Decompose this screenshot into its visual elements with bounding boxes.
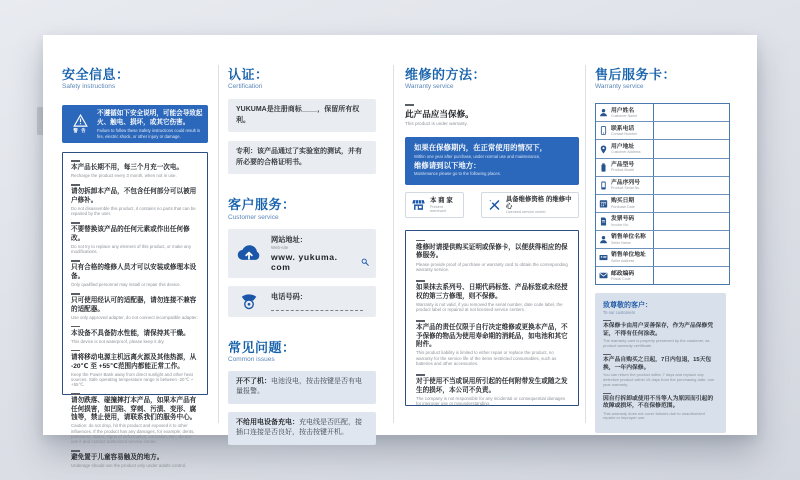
safety-item [71,293,199,320]
certification-item-text: YUKUMA是注册商标____，保留所有权利。 [236,106,360,124]
customers-note-title: 致尊敬的客户： [603,302,652,310]
invoice-icon [596,217,611,226]
common-issues-title: 常见问题： [228,339,296,355]
phone-icon [235,292,263,310]
issue-lead: 开不了机： [236,377,271,385]
card-value-cell [653,177,729,194]
column-divider [585,65,586,423]
website-url: www. yukuma. com [271,251,338,272]
safety-item-zh: 请勿跌落、碰撞摔打本产品，如果本产品有任何损害，如凹陷、穿刺、污渍、变形、腐蚀等，禁止使用，请联系我们的服务中心。 [71,397,197,422]
warning-banner [62,105,208,143]
note-item-zh: 因自行拆卸或使用不当等人为原因而引起的故障或损坏，不在保修范围。 [603,395,714,410]
term-en: Please provide proof of purchase or warranty card to obtain the corresponding warranty service. [416,261,568,272]
warning-text-en: Failure to follow these Safety instructions could result in fire, electric shock, or other injury or damage. [97,128,201,139]
item-dash [416,320,425,322]
certification-title: 认证： [228,67,269,82]
item-dash [416,280,425,282]
card-row-label-zh: 购买日期 [611,198,635,205]
notice-en-2: Maintenance please go to the following places. [414,171,501,177]
customers-note [595,293,726,433]
card-value-cell [653,267,729,284]
card-row [596,177,729,195]
issue-text: 充电线是否匹配，接插口连接是否良好，按击按键开机。 [236,418,362,437]
safety-item-zh: 请勿拆卸本产品，不包含任何部分可以被用户修补。 [71,188,197,204]
safety-item-en: Only qualified personnel may install or repair this device. [71,282,181,288]
safety-item-zh: 不要替换该产品的任何元素或作出任何修改。 [71,226,190,242]
safety-section [62,67,208,469]
safety-item-zh: 只有合格的维修人员才可以安装或修理本设备。 [71,264,197,280]
card-row [596,122,729,140]
user-icon [596,108,611,117]
card-row-label-zh: 发票号码 [611,216,635,223]
battery-icon [596,163,611,172]
card-value-cell [653,231,729,248]
manual-page [43,35,757,469]
repair-heading [405,68,579,90]
website-sublabel: Web-site [271,244,289,250]
storefront-icon [412,199,425,211]
safety-item-en: Use only approved adapter, do not connect incompatible adapter. [71,314,198,320]
safety-item-en: Do not disassemble this product, it contains no parts that can be repaired by the user. [71,206,196,217]
common-issues-heading [228,341,376,363]
item-dash [71,184,80,186]
card-row-label-en: Invoice No. [611,222,629,227]
term-zh: 对于使用不当或误用所引起的任何附带发生或随之发生的损坏，本公司不负责。 [416,378,568,394]
tools-icon [488,199,501,211]
warning-badge [67,114,93,134]
item-dash [71,350,80,352]
card-row-label-zh: 联系电话 [611,125,635,132]
location-icon [596,145,611,154]
safety-item [71,393,199,444]
certification-subtitle: Certification [228,83,263,91]
card-row-label-zh: 邮政编码 [611,270,635,277]
magnifier-icon [361,258,369,266]
warning-text [93,110,203,139]
under-warranty-zh: 此产品应当保修。 [405,109,474,120]
card-row-label-zh: 销售单位地址 [611,252,646,259]
notice-en-1: Within one year after purchase, under normal use and maintenance, [414,153,541,159]
warning-text-zh: 不遵循如下安全说明，可能会导致起火、触电、损坏，或其它伤害。 [97,109,203,126]
card-row [596,249,729,267]
safety-item-en: This device is not waterproof, please keep it dry. [71,338,165,344]
card-row-label-zh: 用户姓名 [611,107,635,114]
warranty-term [416,280,568,312]
warranty-card-table [595,103,730,285]
place-en: Licensed service center [505,210,546,215]
card-row-label-en: Seller Name [611,240,631,245]
customers-note-list [603,320,718,421]
repair-place [481,192,579,218]
website-label: 网站地址： [271,234,307,244]
notice-zh-1: 如果在保修期内，在正常使用的情况下， [414,143,548,153]
term-zh: 维修时请提供购买证明或保修卡，以便获得相应的保修服务。 [416,243,568,260]
safety-item [71,350,199,387]
repair-title: 维修的方法： [405,67,487,82]
website-info [271,235,369,272]
term-en: This product liability is limited to either repair or replace the product, no warranty for the service life of the items restricted consumables, such as batteries and other accessories. [416,350,557,367]
repair-places [405,192,579,218]
column-divider [393,65,394,423]
safety-item [71,326,199,344]
safety-heading [62,68,208,90]
address-card-icon [596,253,611,262]
place-zh: 具备维修资格 的维修中心 [505,195,572,210]
customer-service-subtitle: Customer service [228,213,279,221]
note-item-zh: 本保修卡由用户妥善保存，作为产品保修凭证，不得有任何涂改。 [603,323,714,338]
card-row-label-en: Postal Code [611,276,631,281]
card-value-cell [653,104,729,121]
smartphone-icon [596,126,611,135]
safety-title: 安全信息： [62,67,130,82]
customer-service-heading [228,198,376,220]
item-dash [71,393,80,395]
card-row-label-en: Seller Address [611,258,635,263]
item-dash [603,393,611,394]
item-dash [71,222,80,224]
safety-item [71,260,199,287]
item-dash [416,374,425,376]
safety-item-zh: 请将移动电源主机远离火源及其他热源，从 -20℃ 至 +55℃范围内都能正常工作。 [71,353,197,370]
phone-fill-line [271,310,363,311]
customers-note-item [603,393,718,422]
calendar-icon [596,199,611,208]
warranty-terms [405,230,579,406]
safety-item [71,450,199,468]
card-value-cell [653,195,729,212]
card-row [596,159,729,177]
card-value-cell [653,140,729,157]
safety-item-zh: 本设备不具备防水性能，请保持其干燥。 [71,329,190,337]
phone-box [228,286,376,317]
under-warranty-en: This product is under warranty. [405,121,468,127]
term-en: The company is not responsible for any incidental or consequential damages for improper use or misunderstanding. [416,395,566,407]
item-dash [603,320,611,321]
safety-item [71,160,199,178]
card-row-label-zh: 用户地址 [611,143,635,150]
card-row-label-zh: 产品型号 [611,161,635,168]
safety-item-en: Keep the Power Bank away from direct sunlight and other heat sources. Safe operating temperature range is between -20℃ ~ +55℃. [71,371,194,388]
safety-item-zh: 只可使用经认可的适配器，请勿连接不兼容的适配器。 [71,297,197,313]
repair-place [405,192,464,218]
card-value-cell [653,249,729,266]
customers-note-subtitle: To our customers [603,310,636,316]
safety-item-zh: 本产品长期不用，每三个月充一次电。 [71,164,184,172]
card-row [596,104,729,122]
item-dash [416,240,425,242]
card-row-label-en: Purchase Date [611,204,635,209]
card-row [596,213,729,231]
item-dash [71,326,80,328]
card-row-label-en: Product Serial No. [611,186,641,191]
certification-item [228,99,376,132]
card-row [596,195,729,213]
certification-heading [228,68,376,90]
item-dash [71,160,80,162]
card-row-label-en: Customer Address [611,150,641,155]
warning-triangle-icon [67,114,93,127]
item-dash [71,260,80,262]
website-box [228,229,376,278]
service-card-subtitle: Warranty service [595,83,644,91]
card-value-cell [653,122,729,139]
item-dash [405,104,414,106]
common-issues-subtitle: Common issues [228,355,275,363]
service-card-heading [595,68,733,90]
safety-item [71,222,199,254]
note-item-en: The warranty card is properly preserved by the customer, as product warranty certificate. [603,338,710,349]
certification-section [228,68,376,445]
mail-icon [596,271,611,280]
place-en: Present merchant [430,204,446,213]
cloud-upload-icon [235,244,263,262]
place-zh: 本 商 家 [430,197,453,205]
certification-item [228,141,376,174]
customer-service-title: 客户服务： [228,197,296,213]
item-dash [71,293,80,295]
customers-note-item [603,320,718,349]
device-icon [596,181,611,190]
repair-subtitle: Warranty service [405,83,454,91]
card-row [596,140,729,158]
under-warranty-note [405,104,579,126]
safety-list [62,152,208,469]
card-row-label-en: Customer Name [611,114,638,119]
warranty-term [416,240,568,272]
phone-label: 电话号码： [271,291,307,301]
warning-badge-label: 警 告 [73,128,87,134]
common-issues-list [228,371,376,445]
safety-item-en: Do not try to replace any element of this product, or make any modifications. [71,244,192,255]
issue-text: 电池没电，按击按键是否有电量报警。 [236,377,362,396]
item-dash [71,450,80,452]
card-row [596,267,729,284]
safety-item-zh: 避免置于儿童容易触及的地方。 [71,454,164,462]
service-card-title: 售后服务卡： [595,67,677,82]
warranty-notice [405,137,579,185]
card-row [596,231,729,249]
safety-subtitle: Safety instructions [62,83,116,91]
issue-lead: 不给用电设备充电： [236,418,299,426]
card-row-label-en: Product Model [611,168,635,173]
card-row-label-zh: 销售单位名称 [611,234,646,241]
card-value-cell [653,159,729,176]
term-en: Warranty is not valid, if you removed the serial number, date code label, the product label or repaired at not licensed service centers. [416,301,563,313]
notice-zh-2: 维修请到以下地方： [414,161,481,171]
certification-item-text: 专利：该产品通过了实验室的测试，并有所必要的合格证明书。 [236,148,362,166]
safety-item-en: Caution: do not drop, hit this product and exposed it to other influences. If the product has any damages, for example: dents, punctures, stains, signs of deformation, corrosion, etc., do not use it and contact authorized service center. [71,423,195,445]
warranty-term [416,374,568,406]
safety-item-en: Recharge the product every 3 month, when not in use. [71,173,177,179]
seller-icon [596,235,611,244]
service-card-section [595,68,733,433]
note-item-zh: 本产品自购买之日起，7日内包退，15天包换，一年内保修。 [603,357,712,371]
note-item-en: You can return the product within 7 days and replace any defective product within 15 days from the purchasing date, one year warranty. [603,372,715,387]
card-value-cell [653,213,729,230]
customers-note-item [603,354,718,388]
item-dash [603,354,611,355]
term-zh: 如果抹去系列号、日期代码标签、产品标签或未经授权的第三方修理，则不保修。 [416,284,568,300]
warranty-term [416,320,568,366]
note-item-en: This warranty does not cover failures due to unauthorized repairs or improper use. [603,410,705,421]
phone-info [271,292,363,311]
card-row-label-en: Contact Number [611,132,638,137]
repair-section [405,68,579,406]
issue-item [228,371,376,404]
certification-list [228,99,376,174]
issue-item [228,412,376,445]
safety-item-en: Underage should use the product only under adults control. [71,463,187,469]
term-zh: 本产品的责任仅限于自行决定维修或更换本产品，不予保修的物品为使用寿命期的消耗品，如电池和其它附件。 [416,324,568,349]
card-row-label-zh: 产品序列号 [611,180,640,187]
column-divider [218,65,219,423]
safety-item [71,184,199,216]
